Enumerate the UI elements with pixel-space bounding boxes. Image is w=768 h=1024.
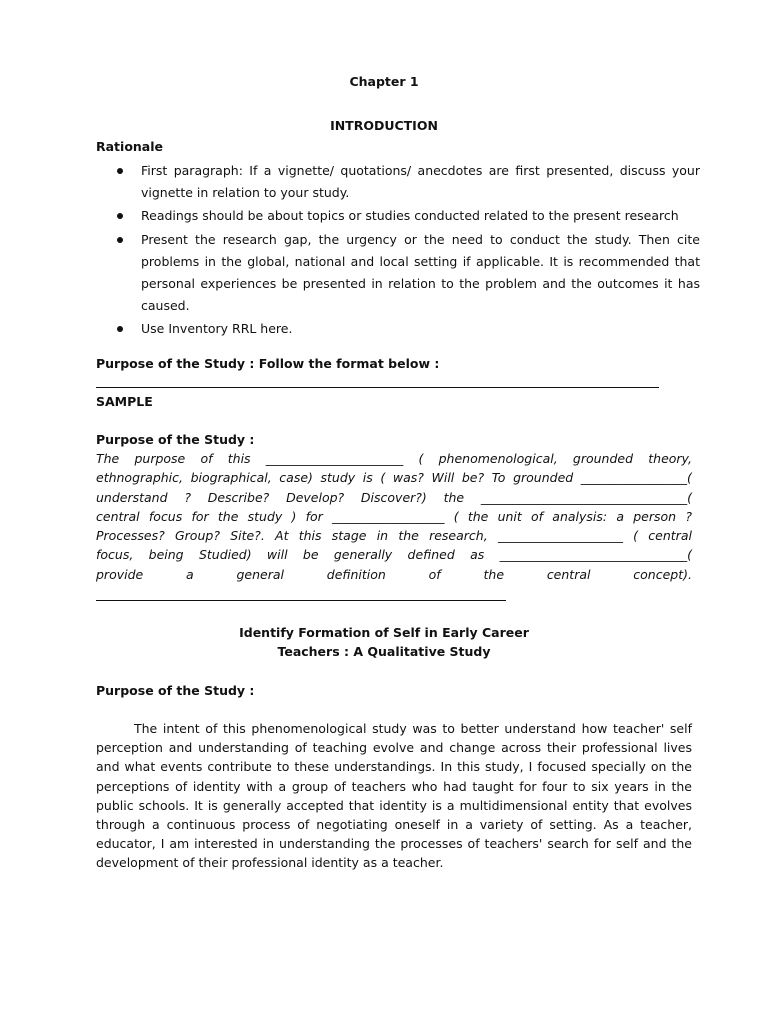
template-line: provide a general definition of the central concept). bbox=[96, 567, 692, 582]
example-purpose-title: Purpose of the Study : bbox=[96, 683, 255, 698]
template-line: ethnographic, biographical, case) study is ( was? Will be? To grounded _________________( bbox=[96, 470, 692, 485]
bullet-item: First paragraph: If a vignette/ quotations/ anecdotes are first presented, discuss your vignette in relation to your study. bbox=[110, 160, 700, 204]
template-line: The purpose of this ______________________ ( phenomenological, grounded theory, bbox=[96, 451, 692, 466]
example-title-line-2: Teachers : A Qualitative Study bbox=[277, 644, 491, 659]
sample-label: SAMPLE bbox=[96, 394, 153, 409]
template-line: Processes? Group? Site?. At this stage in the research, ____________________ ( central bbox=[96, 528, 692, 543]
rationale-bullet-list bbox=[110, 160, 700, 342]
bullet-dot-icon bbox=[117, 213, 123, 219]
bullet-dot-icon bbox=[117, 237, 123, 243]
template-line: understand ? Describe? Develop? Discover?) the _________________________________( bbox=[96, 490, 692, 505]
template-line: focus, being Studied) will be generally defined as ______________________________( bbox=[96, 547, 692, 562]
example-paragraph: The intent of this phenomenological study was to better understand how teacher' self perception and understanding of teaching evolve and change across their professional lives and what events contribute to these understandings. In this study, I focused specially on the perceptions of identity with a group of teachers who had taught for four to six years in the public schools. It is generally accepted that identity is a multidimensional entity that evolves through a continuous process of negotiating oneself in a variety of setting. As a teacher, educator, I am interested in understanding the processes of teachers' search for self and the development of their professional identity as a teacher. bbox=[96, 721, 692, 871]
template-line: central focus for the study ) for __________________ ( the unit of analysis: a person ? bbox=[96, 509, 692, 524]
rationale-heading: Rationale bbox=[96, 139, 164, 154]
introduction-heading: INTRODUCTION bbox=[330, 118, 438, 133]
bullet-item: Use Inventory RRL here. bbox=[110, 318, 700, 340]
chapter-label: Chapter 1 bbox=[349, 74, 419, 89]
divider-line bbox=[96, 387, 659, 388]
bullet-dot-icon bbox=[117, 168, 123, 174]
bullet-dot-icon bbox=[117, 326, 123, 332]
bullet-item: Readings should be about topics or studies conducted related to the present research bbox=[110, 205, 700, 227]
bullet-item: Present the research gap, the urgency or the need to conduct the study. Then cite problems in the global, national and local setting if applicable. It is recommended that personal experiences be presented in relation to the problem and the outcomes it has caused. bbox=[110, 229, 700, 318]
template-purpose-title: Purpose of the Study : bbox=[96, 432, 255, 447]
purpose-format-heading: Purpose of the Study : Follow the format below : bbox=[96, 356, 440, 371]
divider-line bbox=[96, 600, 506, 601]
example-title-line-1: Identify Formation of Self in Early Career bbox=[239, 625, 529, 640]
